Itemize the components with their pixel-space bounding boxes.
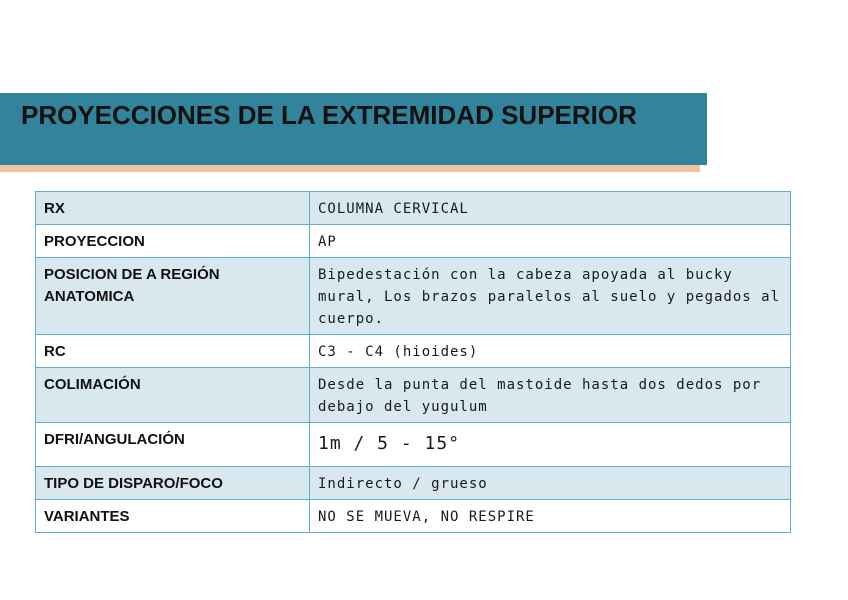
table-row-rc (36, 335, 791, 368)
row-label-posicion: POSICION DE A REGIÓN ANATOMICA (36, 258, 310, 335)
row-label-disparo: TIPO DE DISPARO/FOCO (36, 467, 310, 500)
title-banner-underline (0, 165, 700, 172)
row-value-disparo: Indirecto / grueso (310, 467, 791, 500)
table-row-proyeccion (36, 225, 791, 258)
table-row-dfri (36, 423, 791, 467)
row-value-posicion: Bipedestación con la cabeza apoyada al bucky mural, Los brazos paralelos al suelo y pegados al cuerpo. (310, 258, 791, 335)
row-label-dfri: DFRI/ANGULACIÓN (36, 423, 310, 467)
row-label-rx: RX (36, 192, 310, 225)
row-label-proyeccion: PROYECCION (36, 225, 310, 258)
row-value-variantes: NO SE MUEVA, NO RESPIRE (310, 500, 791, 533)
table-row-disparo (36, 467, 791, 500)
table-row-posicion (36, 258, 791, 335)
row-label-variantes: VARIANTES (36, 500, 310, 533)
table-row-colimacion (36, 368, 791, 423)
row-label-colimacion: COLIMACIÓN (36, 368, 310, 423)
row-label-rc: RC (36, 335, 310, 368)
row-value-dfri: 1m / 5 - 15° (310, 423, 791, 467)
projection-table (35, 191, 791, 533)
row-value-rc: C3 - C4 (hioides) (310, 335, 791, 368)
table-row-rx (36, 192, 791, 225)
row-value-colimacion: Desde la punta del mastoide hasta dos dedos por debajo del yugulum (310, 368, 791, 423)
row-value-proyeccion: AP (310, 225, 791, 258)
table-row-variantes (36, 500, 791, 533)
page-title: PROYECCIONES DE LA EXTREMIDAD SUPERIOR (21, 100, 637, 130)
row-value-rx: COLUMNA CERVICAL (310, 192, 791, 225)
